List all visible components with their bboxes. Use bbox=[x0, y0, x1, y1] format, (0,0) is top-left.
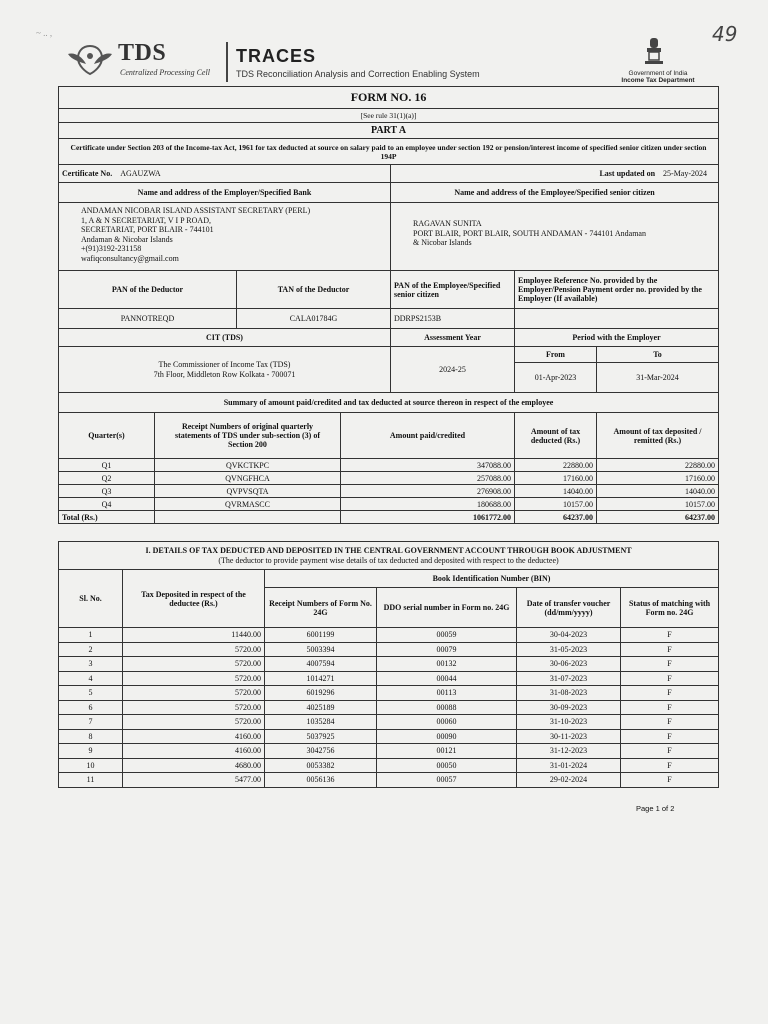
ddo-cell: 00057 bbox=[377, 773, 517, 788]
date-cell: 31-07-2023 bbox=[517, 671, 621, 686]
date-cell: 30-11-2023 bbox=[517, 729, 621, 744]
ddo-cell: 00060 bbox=[377, 715, 517, 730]
goi-line1: Government of India bbox=[628, 70, 688, 77]
tax-cell: 5720.00 bbox=[123, 657, 265, 672]
deposited-cell: 17160.00 bbox=[597, 472, 719, 485]
deducted-cell: 17160.00 bbox=[515, 472, 597, 485]
tax-cell: 5720.00 bbox=[123, 700, 265, 715]
emp-ref-label: Employee Reference No. provided by the Employer/Pension Payment order no. provided by the Employer (If available) bbox=[515, 271, 719, 309]
employer-line4: Andaman & Nicobar Islands bbox=[81, 234, 173, 244]
cert-no-value: AGAUZWA bbox=[120, 169, 161, 178]
page-number: Page 1 of 2 bbox=[636, 804, 675, 813]
receipt-24g-cell: 5003394 bbox=[265, 642, 377, 657]
part-row bbox=[59, 123, 719, 139]
party-heading-row bbox=[59, 183, 719, 203]
employer-line3: SECRETARIAT, PORT BLAIR - 744101 bbox=[81, 225, 214, 234]
col-tax: Tax Deposited in respect of the deductee (Rs.) bbox=[123, 570, 265, 628]
pan-employee-label: PAN of the Employee/Specified senior citizen bbox=[391, 271, 515, 309]
employee-heading: Name and address of the Employee/Specified senior citizen bbox=[391, 183, 719, 203]
party-address-row bbox=[59, 203, 719, 271]
receipt-24g-cell: 5037925 bbox=[265, 729, 377, 744]
title-row bbox=[59, 87, 719, 109]
ay-value: 2024-25 bbox=[391, 347, 515, 393]
pan-deductor-label: PAN of the Deductor bbox=[59, 271, 237, 309]
book-adjustment-table bbox=[58, 541, 719, 788]
employer-line1: ANDAMAN NICOBAR ISLAND ASSISTANT SECRETARY (PERL) bbox=[81, 206, 311, 215]
sl-cell: 3 bbox=[59, 657, 123, 672]
sl-cell: 6 bbox=[59, 700, 123, 715]
col-quarter: Quarter(s) bbox=[59, 413, 155, 459]
summary-row bbox=[59, 459, 719, 472]
details-col-row1 bbox=[59, 570, 719, 588]
employee-address bbox=[391, 203, 719, 271]
date-cell: 30-09-2023 bbox=[517, 700, 621, 715]
ddo-cell: 00088 bbox=[377, 700, 517, 715]
part-title: PART A bbox=[59, 123, 719, 139]
date-cell: 31-08-2023 bbox=[517, 686, 621, 701]
date-cell: 30-06-2023 bbox=[517, 657, 621, 672]
from-value: 01-Apr-2023 bbox=[515, 363, 597, 393]
receipt-24g-cell: 3042756 bbox=[265, 744, 377, 759]
receipt-cell: QVRMASCC bbox=[155, 498, 341, 511]
employee-line3: & Nicobar Islands bbox=[413, 238, 472, 247]
summary-row bbox=[59, 472, 719, 485]
date-cell: 31-10-2023 bbox=[517, 715, 621, 730]
summary-row bbox=[59, 485, 719, 498]
details-heading-row bbox=[59, 542, 719, 570]
header bbox=[58, 36, 718, 88]
rule-row bbox=[59, 109, 719, 123]
col-deducted: Amount of tax deducted (Rs.) bbox=[515, 413, 597, 459]
col-ddo: DDO serial number in Form no. 24G bbox=[377, 588, 517, 628]
receipt-24g-cell: 6001199 bbox=[265, 628, 377, 643]
sl-cell: 4 bbox=[59, 671, 123, 686]
total-receipt bbox=[155, 511, 341, 524]
cit-line1: The Commissioner of Income Tax (TDS) bbox=[158, 359, 291, 369]
sl-cell: 9 bbox=[59, 744, 123, 759]
to-value: 31-Mar-2024 bbox=[597, 363, 719, 393]
traces-subtitle: TDS Reconciliation Analysis and Correction Enabling System bbox=[236, 69, 480, 79]
tax-cell: 4160.00 bbox=[123, 744, 265, 759]
quarter-cell: Q2 bbox=[59, 472, 155, 485]
sl-cell: 10 bbox=[59, 758, 123, 773]
paid-cell: 180688.00 bbox=[341, 498, 515, 511]
employer-line6: wafiqconsultancy@gmail.com bbox=[81, 253, 179, 263]
cit-address bbox=[59, 347, 391, 393]
last-updated-label: Last updated on bbox=[599, 169, 656, 178]
ddo-cell: 00050 bbox=[377, 758, 517, 773]
status-cell: F bbox=[621, 628, 719, 643]
summary-heading-row bbox=[59, 393, 719, 413]
receipt-24g-cell: 6019296 bbox=[265, 686, 377, 701]
employee-line1: RAGAVAN SUNITA bbox=[413, 219, 482, 228]
receipt-24g-cell: 0056136 bbox=[265, 773, 377, 788]
details-subheading: (The deductor to provide payment wise details of tax deducted and deposited with respect to the deductee) bbox=[218, 555, 559, 565]
details-row bbox=[59, 700, 719, 715]
to-label: To bbox=[597, 347, 719, 363]
paid-cell: 347088.00 bbox=[341, 459, 515, 472]
form-rule: [See rule 31(1)(a)] bbox=[59, 109, 719, 123]
col-paid: Amount paid/credited bbox=[341, 413, 515, 459]
period-label: Period with the Employer bbox=[515, 329, 719, 347]
details-row bbox=[59, 657, 719, 672]
sl-cell: 11 bbox=[59, 773, 123, 788]
tax-cell: 5720.00 bbox=[123, 715, 265, 730]
tds-wordmark: TDS bbox=[118, 40, 167, 66]
tan-deductor-label: TAN of the Deductor bbox=[237, 271, 391, 309]
quarter-cell: Q3 bbox=[59, 485, 155, 498]
ids-heading-row bbox=[59, 271, 719, 309]
employer-line2: 1, A & N SECRETARIAT, V I P ROAD, bbox=[81, 215, 211, 225]
ddo-cell: 00059 bbox=[377, 628, 517, 643]
status-cell: F bbox=[621, 686, 719, 701]
col-date: Date of transfer voucher (dd/mm/yyyy) bbox=[517, 588, 621, 628]
sl-cell: 7 bbox=[59, 715, 123, 730]
details-row bbox=[59, 642, 719, 657]
receipt-cell: QVKCTKPC bbox=[155, 459, 341, 472]
traces-wordmark: TRACES bbox=[236, 46, 317, 66]
form-title: FORM NO. 16 bbox=[59, 87, 719, 109]
cit-heading-row bbox=[59, 329, 719, 347]
summary-heading: Summary of amount paid/credited and tax deducted at source thereon in respect of the employee bbox=[59, 393, 719, 413]
pan-employee-value: DDRPS2153B bbox=[391, 309, 515, 329]
national-emblem-icon bbox=[642, 36, 666, 66]
deposited-cell: 22880.00 bbox=[597, 459, 719, 472]
status-cell: F bbox=[621, 758, 719, 773]
status-cell: F bbox=[621, 700, 719, 715]
quarter-cell: Q4 bbox=[59, 498, 155, 511]
tds-logo-icon bbox=[64, 42, 116, 78]
receipt-cell: QVPVSQTA bbox=[155, 485, 341, 498]
cpc-label: Centralized Processing Cell bbox=[120, 68, 210, 77]
pan-deductor-value: PANNOTREQD bbox=[59, 309, 237, 329]
details-row bbox=[59, 628, 719, 643]
tax-cell: 11440.00 bbox=[123, 628, 265, 643]
cit-label: CIT (TDS) bbox=[59, 329, 391, 347]
tax-cell: 4160.00 bbox=[123, 729, 265, 744]
details-rows bbox=[59, 628, 719, 788]
date-cell: 31-01-2024 bbox=[517, 758, 621, 773]
sl-cell: 1 bbox=[59, 628, 123, 643]
col-bin: Book Identification Number (BIN) bbox=[265, 570, 719, 588]
emp-ref-value bbox=[515, 309, 719, 329]
cert-number-row bbox=[59, 165, 719, 183]
deposited-cell: 14040.00 bbox=[597, 485, 719, 498]
ddo-cell: 00132 bbox=[377, 657, 517, 672]
employer-line5: +(91)3192-231158 bbox=[81, 244, 142, 253]
ddo-cell: 00090 bbox=[377, 729, 517, 744]
cert-no-label: Certificate No. bbox=[62, 169, 113, 178]
certificate-text: Certificate under Section 203 of the Income-tax Act, 1961 for tax deducted at source on salary paid to an employee under section 192 or pension/interest income of specified senior citizen under section 194P bbox=[59, 139, 719, 165]
status-cell: F bbox=[621, 773, 719, 788]
from-label: From bbox=[515, 347, 597, 363]
status-cell: F bbox=[621, 729, 719, 744]
status-cell: F bbox=[621, 642, 719, 657]
employer-heading: Name and address of the Employer/Specified Bank bbox=[59, 183, 391, 203]
scan-mark: ~ .. , bbox=[36, 28, 53, 38]
deducted-cell: 22880.00 bbox=[515, 459, 597, 472]
ddo-cell: 00113 bbox=[377, 686, 517, 701]
employee-line2: PORT BLAIR, PORT BLAIR, SOUTH ANDAMAN - 744101 Andaman bbox=[413, 228, 646, 238]
handwritten-number: 49 bbox=[712, 22, 738, 46]
receipt-cell: QVNGFHCA bbox=[155, 472, 341, 485]
tax-cell: 5720.00 bbox=[123, 671, 265, 686]
paid-cell: 257088.00 bbox=[341, 472, 515, 485]
deducted-cell: 14040.00 bbox=[515, 485, 597, 498]
receipt-24g-cell: 0053382 bbox=[265, 758, 377, 773]
details-row bbox=[59, 686, 719, 701]
date-cell: 31-12-2023 bbox=[517, 744, 621, 759]
quarter-cell: Q1 bbox=[59, 459, 155, 472]
details-heading-cell bbox=[59, 542, 719, 570]
deducted-cell: 10157.00 bbox=[515, 498, 597, 511]
date-cell: 30-04-2023 bbox=[517, 628, 621, 643]
date-cell: 29-02-2024 bbox=[517, 773, 621, 788]
deposited-cell: 10157.00 bbox=[597, 498, 719, 511]
details-row bbox=[59, 744, 719, 759]
tax-cell: 4680.00 bbox=[123, 758, 265, 773]
ay-label: Assessment Year bbox=[391, 329, 515, 347]
summary-row bbox=[59, 498, 719, 511]
tax-cell: 5720.00 bbox=[123, 642, 265, 657]
tax-cell: 5720.00 bbox=[123, 686, 265, 701]
date-cell: 31-05-2023 bbox=[517, 642, 621, 657]
ddo-cell: 00079 bbox=[377, 642, 517, 657]
ddo-cell: 00121 bbox=[377, 744, 517, 759]
total-paid: 1061772.00 bbox=[341, 511, 515, 524]
last-updated-cell bbox=[391, 165, 719, 183]
details-row bbox=[59, 729, 719, 744]
sl-cell: 5 bbox=[59, 686, 123, 701]
col-receipt-24g: Receipt Numbers of Form No. 24G bbox=[265, 588, 377, 628]
certificate-row bbox=[59, 139, 719, 165]
receipt-24g-cell: 4007594 bbox=[265, 657, 377, 672]
col-receipt: Receipt Numbers of original quarterly statements of TDS under sub-section (3) of Section 200 bbox=[155, 413, 341, 459]
summary-col-row bbox=[59, 413, 719, 459]
total-label: Total (Rs.) bbox=[59, 511, 155, 524]
last-updated-value: 25-May-2024 bbox=[663, 169, 708, 178]
summary-total-row bbox=[59, 511, 719, 524]
cit-line2: 7th Floor, Middleton Row Kolkata - 700071 bbox=[153, 369, 296, 379]
ids-value-row bbox=[59, 309, 719, 329]
details-heading: I. DETAILS OF TAX DEDUCTED AND DEPOSITED IN THE CENTRAL GOVERNMENT ACCOUNT THROUGH BOOK ADJUSTMENT bbox=[145, 545, 632, 555]
ddo-cell: 00044 bbox=[377, 671, 517, 686]
tan-deductor-value: CALA01784G bbox=[237, 309, 391, 329]
summary-rows bbox=[59, 459, 719, 511]
goi-label bbox=[606, 70, 710, 84]
col-status: Status of matching with Form no. 24G bbox=[621, 588, 719, 628]
employer-address bbox=[59, 203, 391, 271]
cit-sub-row bbox=[59, 347, 719, 363]
col-deposited: Amount of tax deposited / remitted (Rs.) bbox=[597, 413, 719, 459]
tax-cell: 5477.00 bbox=[123, 773, 265, 788]
details-row bbox=[59, 671, 719, 686]
status-cell: F bbox=[621, 671, 719, 686]
goi-line2: Income Tax Department bbox=[621, 77, 695, 84]
receipt-24g-cell: 1014271 bbox=[265, 671, 377, 686]
status-cell: F bbox=[621, 744, 719, 759]
details-row bbox=[59, 758, 719, 773]
status-cell: F bbox=[621, 715, 719, 730]
sl-cell: 2 bbox=[59, 642, 123, 657]
receipt-24g-cell: 4025189 bbox=[265, 700, 377, 715]
paid-cell: 276908.00 bbox=[341, 485, 515, 498]
form16-table bbox=[58, 86, 719, 524]
col-sl: Sl. No. bbox=[59, 570, 123, 628]
cert-number-cell bbox=[59, 165, 391, 183]
header-divider bbox=[226, 42, 228, 82]
sl-cell: 8 bbox=[59, 729, 123, 744]
total-deducted: 64237.00 bbox=[515, 511, 597, 524]
total-deposited: 64237.00 bbox=[597, 511, 719, 524]
receipt-24g-cell: 1035284 bbox=[265, 715, 377, 730]
status-cell: F bbox=[621, 657, 719, 672]
details-row bbox=[59, 715, 719, 730]
details-row bbox=[59, 773, 719, 788]
